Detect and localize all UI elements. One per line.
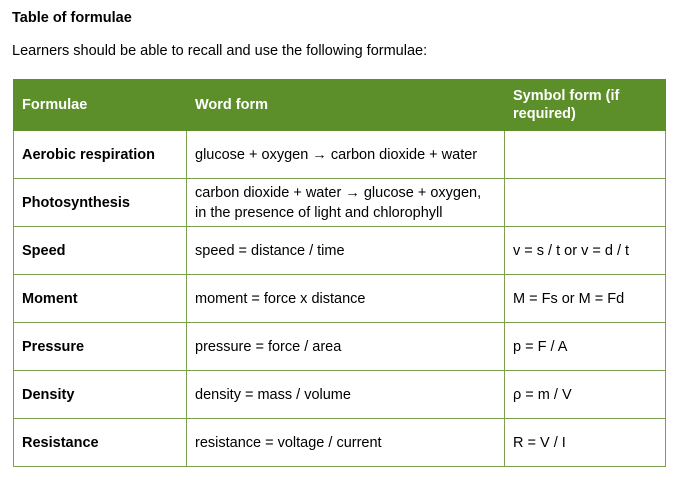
word-form-cell bbox=[187, 371, 505, 419]
table-row bbox=[14, 131, 666, 179]
symbol-form-cell: v = s / t or v = d / t bbox=[505, 227, 666, 275]
word-form-line: resistance = voltage / current bbox=[195, 434, 382, 451]
table-row bbox=[14, 275, 666, 323]
formula-name: Density bbox=[14, 371, 187, 419]
symbol-form-cell: p = F / A bbox=[505, 323, 666, 371]
table-row bbox=[14, 179, 666, 227]
word-form-cell bbox=[187, 419, 505, 467]
table-row bbox=[14, 227, 666, 275]
intro-text: Learners should be able to recall and use the following formulae: bbox=[12, 43, 428, 59]
word-form-cell bbox=[187, 227, 505, 275]
symbol-form-cell: M = Fs or M = Fd bbox=[505, 275, 666, 323]
word-form-cell bbox=[187, 323, 505, 371]
formula-name: Pressure bbox=[14, 323, 187, 371]
table-header-row bbox=[14, 80, 666, 131]
word-form-line: in the presence of light and chlorophyll bbox=[195, 204, 443, 221]
symbol-form-cell: ρ = m / V bbox=[505, 371, 666, 419]
page-title: Table of formulae bbox=[12, 10, 132, 26]
formulae-table bbox=[13, 79, 666, 467]
formula-name: Photosynthesis bbox=[14, 179, 187, 227]
formula-name: Moment bbox=[14, 275, 187, 323]
word-form-cell bbox=[187, 275, 505, 323]
word-form-line: pressure = force / area bbox=[195, 338, 342, 355]
formula-name: Speed bbox=[14, 227, 187, 275]
symbol-form-cell bbox=[505, 179, 666, 227]
header-word-form: Word form bbox=[187, 80, 505, 131]
table-row bbox=[14, 323, 666, 371]
formula-name: Aerobic respiration bbox=[14, 131, 187, 179]
symbol-form-cell: R = V / I bbox=[505, 419, 666, 467]
symbol-form-cell bbox=[505, 131, 666, 179]
word-form-cell bbox=[187, 179, 505, 227]
header-formulae: Formulae bbox=[14, 80, 187, 131]
word-form-line: carbon dioxide + water → glucose + oxygen, bbox=[195, 184, 482, 201]
table-row bbox=[14, 371, 666, 419]
word-form-line: density = mass / volume bbox=[195, 386, 351, 403]
word-form-line: moment = force x distance bbox=[195, 290, 366, 307]
header-symbol-form: Symbol form (if required) bbox=[505, 80, 666, 131]
word-form-cell bbox=[187, 131, 505, 179]
table-row bbox=[14, 419, 666, 467]
formula-name: Resistance bbox=[14, 419, 187, 467]
word-form-line: glucose + oxygen → carbon dioxide + water bbox=[195, 146, 478, 163]
word-form-line: speed = distance / time bbox=[195, 242, 345, 259]
